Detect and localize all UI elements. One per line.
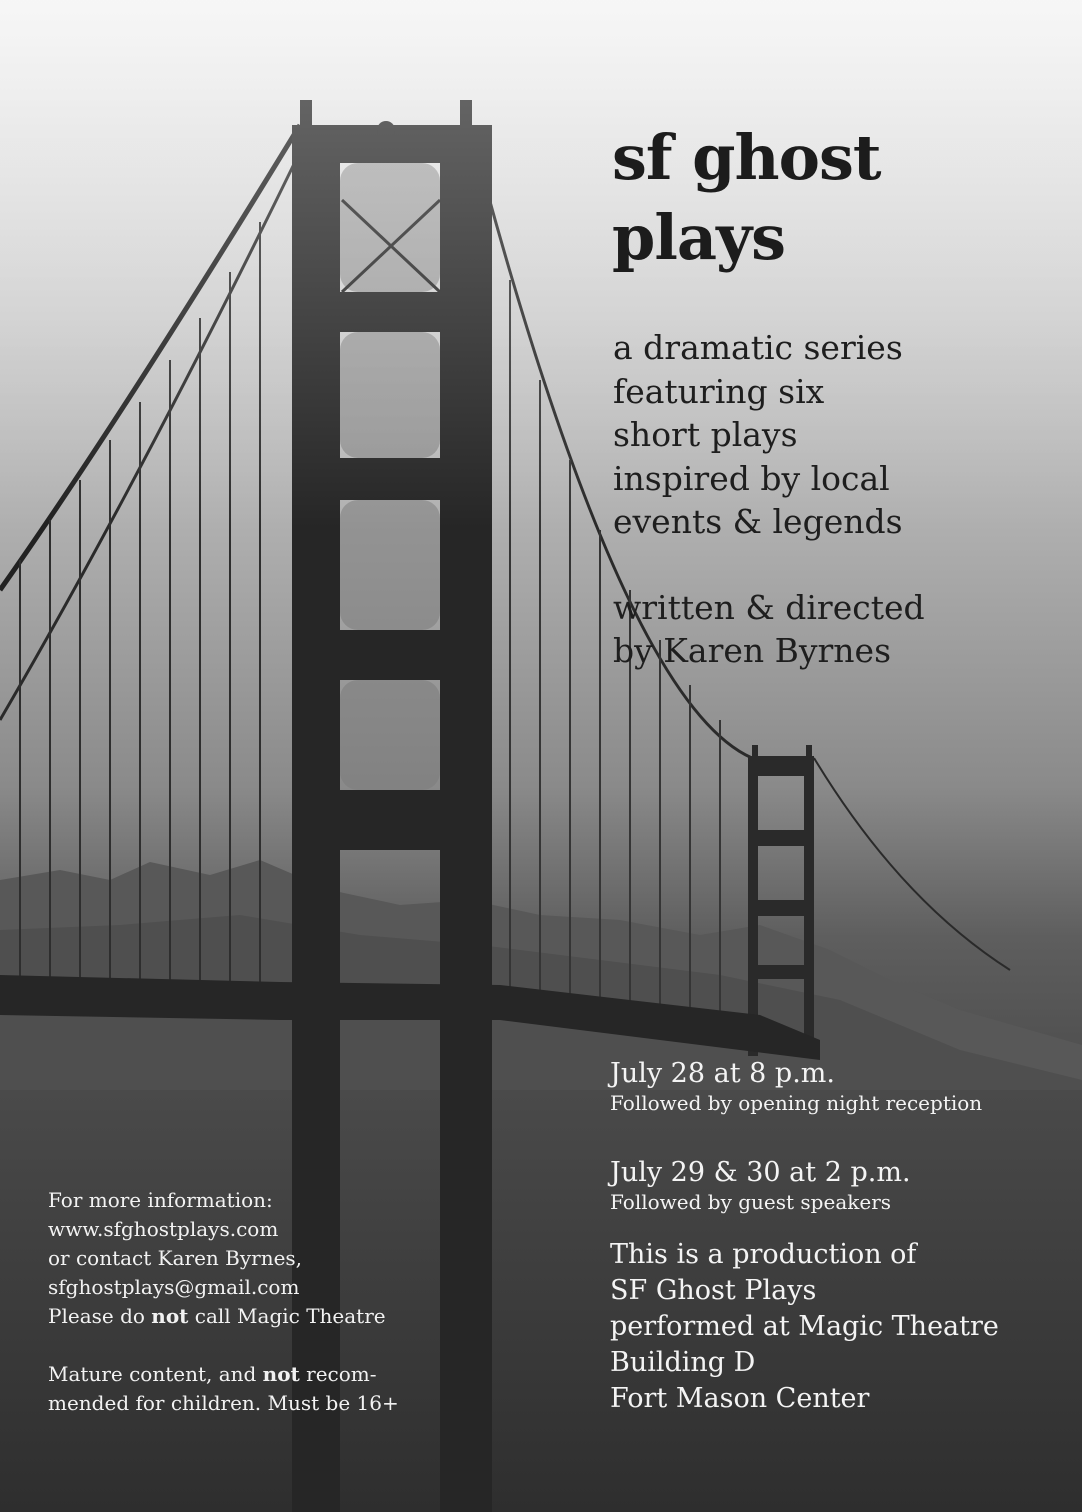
mature-line-1: Mature content, and not recom-: [48, 1362, 377, 1386]
show2-date: July 29 & 30 at 2 p.m.: [610, 1157, 911, 1188]
mature-line-2: mended for children. Must be 16+: [48, 1391, 399, 1415]
mature-content-notice: [48, 1360, 399, 1418]
production-info: This is a production of SF Ghost Plays performed at Magic Theatre Building D Fort Mason Center: [610, 1239, 999, 1414]
call-warning: Please do not call Magic Theatre: [48, 1304, 386, 1328]
poster-title: sf ghost plays: [612, 121, 881, 274]
show1-note: Followed by opening night reception: [610, 1091, 983, 1115]
show1-date: July 28 at 8 p.m.: [610, 1058, 835, 1089]
email-link[interactable]: sfghostplays@gmail.com: [48, 1275, 300, 1299]
info-heading: For more information:: [48, 1188, 273, 1212]
series-description: a dramatic series featuring six short plays inspired by local events & legends: [613, 328, 903, 541]
contact-line: or contact Karen Byrnes,: [48, 1246, 303, 1270]
author-credit: written & directed by Karen Byrnes: [613, 588, 925, 670]
contact-info: [48, 1186, 386, 1331]
website-link[interactable]: www.sfghostplays.com: [48, 1217, 279, 1241]
show2-note: Followed by guest speakers: [610, 1190, 892, 1214]
